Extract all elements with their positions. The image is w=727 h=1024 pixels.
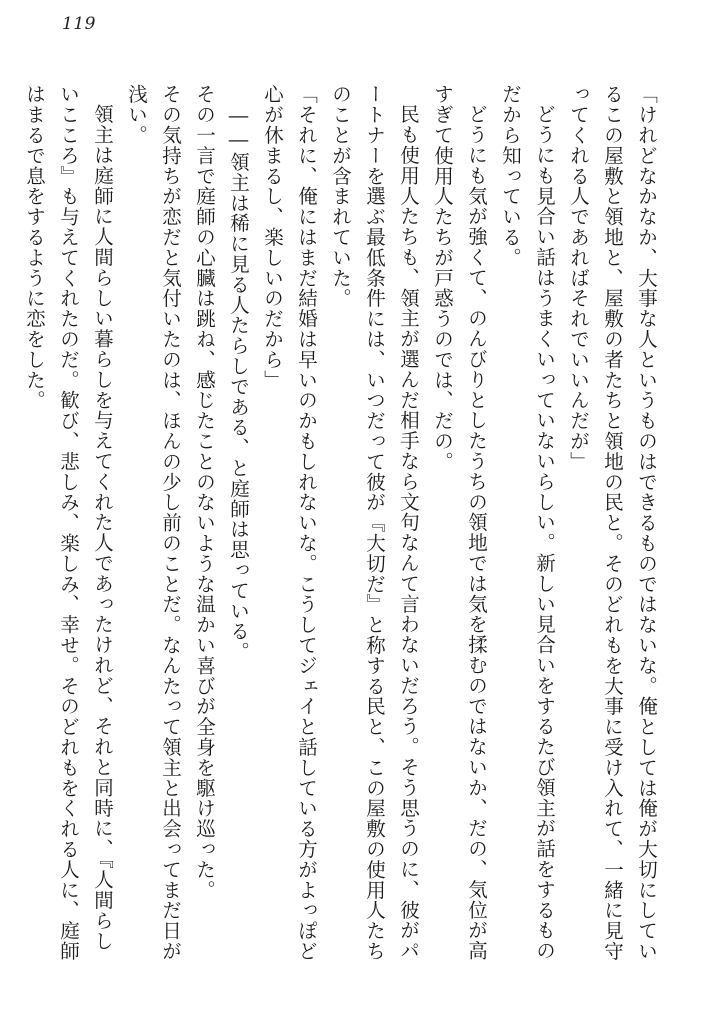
paragraph-9: 領主は庭師に人間らしい暮らしを与えてくれた人であったけれど、それと同時に、『人間らしいこころ』も与えてくれたのだ。歓び、悲しみ、楽しみ、幸せ。そのどれもをくれる人に、庭師はまるで息をするように恋をした。 [23,84,114,962]
body-text [23,84,663,964]
paragraph-7: その一言で庭師の心臓は跳ね、感じたことのないような温かい喜びが全身を駆け巡った。 [193,84,216,900]
paragraph-6: ――領主は稀に見る人たらしである、と庭師は思っている。 [227,103,250,662]
paragraph-5: 「それに、俺にはまだ結婚は早いのかもしれないな。こうしてジェイと話している方がよっぽど心が休まるし、楽しいのだから」 [261,84,318,962]
paragraph-3: どうにも気が強くて、のんびりとしたうちの領地では気を揉むのではないか、だの、気位が高すぎて使用人たちが戸惑うのでは、だの。 [431,84,488,961]
page-number: 119 [62,14,96,34]
paragraph-2: どうにも見合い話はうまくいっていないらしい。新しい見合いをするたび領主が話をするものだから知っている。 [499,84,556,961]
paragraph-8: その気持ちが恋だと気付いたのは、ほんの少し前のことだ。なんたって領主と出会ってまだ日が浅い。 [125,84,182,962]
paragraph-1: 「けれどなかなか、大事な人というものはできるものではないな。俺としては俺が大切にしているこの屋敷と領地と、屋敷の者たちと領地の民と。そのどれもを大事に受け入れて、一緒に見守ってくれる人であればそれでいいんだが」 [567,84,658,962]
paragraph-4: 民も使用人たちも、領主が選んだ相手なら文句なんて言わないだろう。そう思うのに、彼がパートナーを選ぶ最低条件には、いつだって彼が『大切だ』と称する民と、この屋敷の使用人たちのことが含まれていた。 [329,84,420,962]
